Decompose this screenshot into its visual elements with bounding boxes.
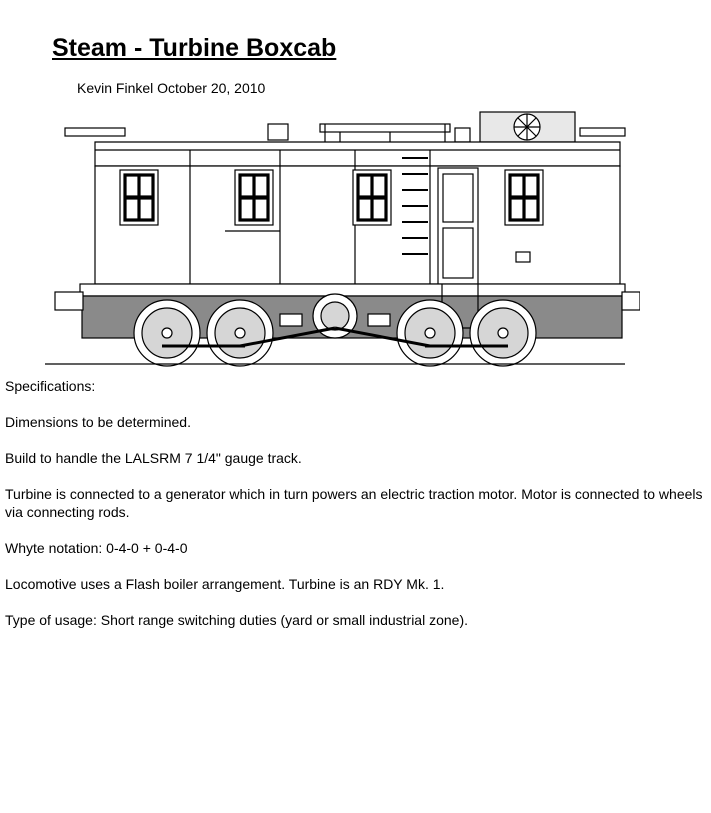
cab-door	[438, 168, 478, 284]
author-date-line: Kevin Finkel October 20, 2010	[77, 80, 266, 96]
specifications-heading: Specifications:	[5, 378, 96, 394]
specifications-section	[5, 377, 705, 647]
spec-line: Build to handle the LALSRM 7 1/4" gauge track.	[5, 450, 302, 466]
front-coupler	[55, 292, 83, 310]
spec-line: Dimensions to be determined.	[5, 414, 191, 430]
spec-line: Turbine is connected to a generator which in turn powers an electric traction motor. Motor is connected to wheels via connecting rods.	[5, 486, 703, 520]
spec-line: Locomotive uses a Flash boiler arrangement. Turbine is an RDY Mk. 1.	[5, 576, 445, 592]
roof-exhaust-stack	[268, 124, 288, 140]
rear-coupler	[622, 292, 640, 310]
spec-line: Whyte notation: 0-4-0 + 0-4-0	[5, 540, 188, 556]
locomotive-drawing	[40, 106, 640, 368]
underframe	[80, 284, 625, 296]
page-title: Steam - Turbine Boxcab	[52, 34, 337, 62]
spec-line: Type of usage: Short range switching duties (yard or small industrial zone).	[5, 612, 469, 628]
